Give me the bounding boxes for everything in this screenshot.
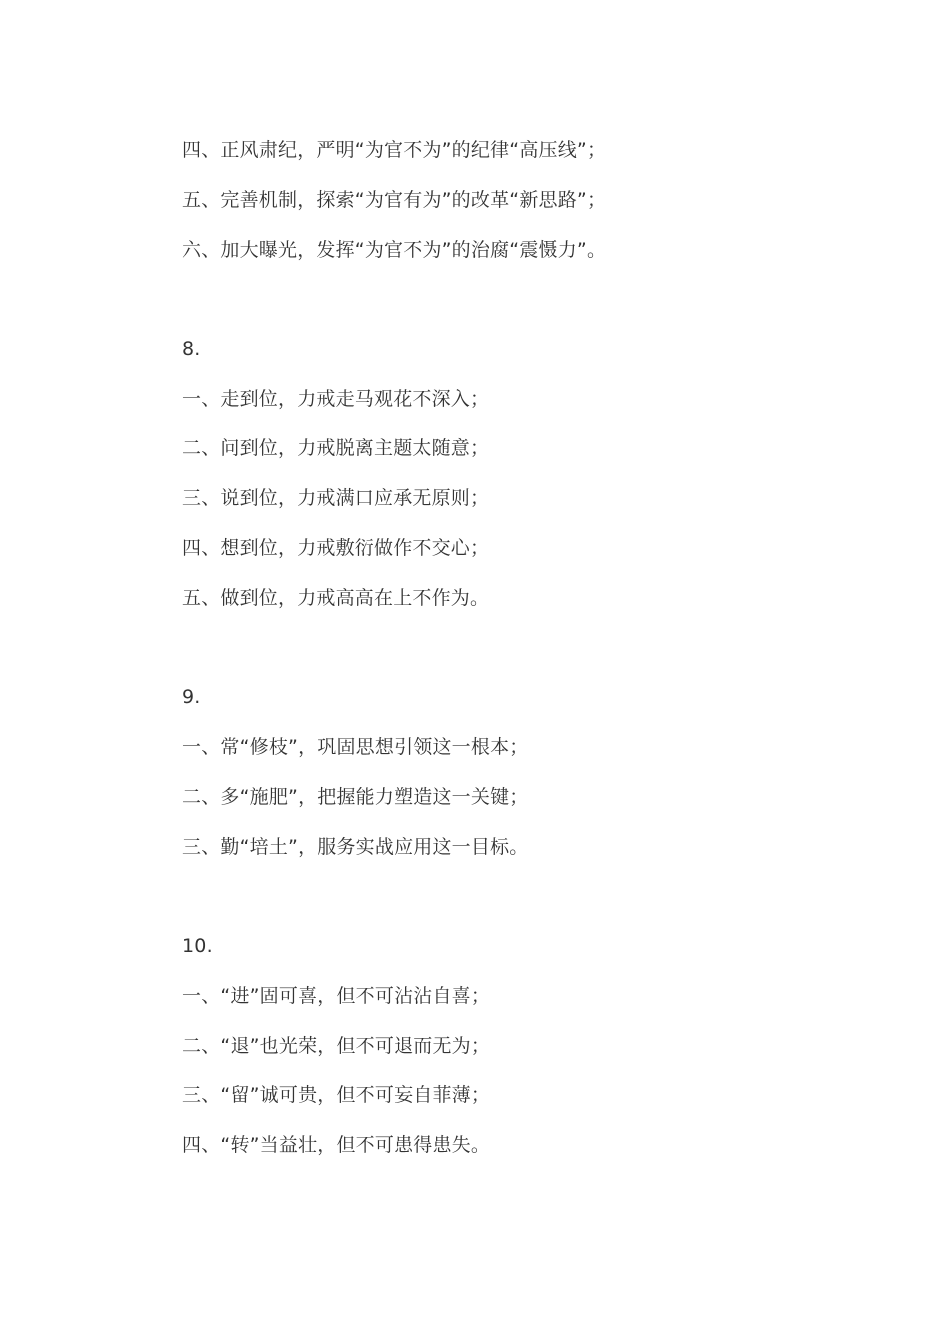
list-item: 一、“进”固可喜，但不可沾沾自喜； bbox=[182, 985, 491, 1007]
list-item: 一、走到位，力戒走马观花不深入； bbox=[182, 388, 490, 410]
list-item: 二、问到位，力戒脱离主题太随意； bbox=[182, 437, 490, 459]
list-item: 四、“转”当益壮，但不可患得患失。 bbox=[182, 1134, 491, 1156]
list-item: 六、加大曝光，发挥“为官不为”的治腐“震慑力”。 bbox=[182, 239, 607, 261]
list-item: 一、常“修枝”，巩固思想引领这一根本； bbox=[182, 736, 529, 758]
list-item: 四、想到位，力戒敷衍做作不交心； bbox=[182, 537, 490, 559]
list-item: 五、完善机制，探索“为官有为”的改革“新思路”； bbox=[182, 189, 607, 211]
list-item: 五、做到位，力戒高高在上不作为。 bbox=[182, 587, 490, 609]
section-number: 9. bbox=[182, 686, 201, 708]
list-item: 二、多“施肥”，把握能力塑造这一关键； bbox=[182, 786, 529, 808]
list-item: 三、说到位，力戒满口应承无原则； bbox=[182, 487, 490, 509]
list-item: 三、“留”诚可贵，但不可妄自菲薄； bbox=[182, 1084, 491, 1106]
section-number: 8. bbox=[182, 338, 201, 360]
list-item: 三、勤“培土”，服务实战应用这一目标。 bbox=[182, 836, 529, 858]
list-item: 二、“退”也光荣，但不可退而无为； bbox=[182, 1035, 491, 1057]
list-item: 四、正风肃纪，严明“为官不为”的纪律“高压线”； bbox=[182, 139, 607, 161]
section-number: 10. bbox=[182, 935, 213, 957]
